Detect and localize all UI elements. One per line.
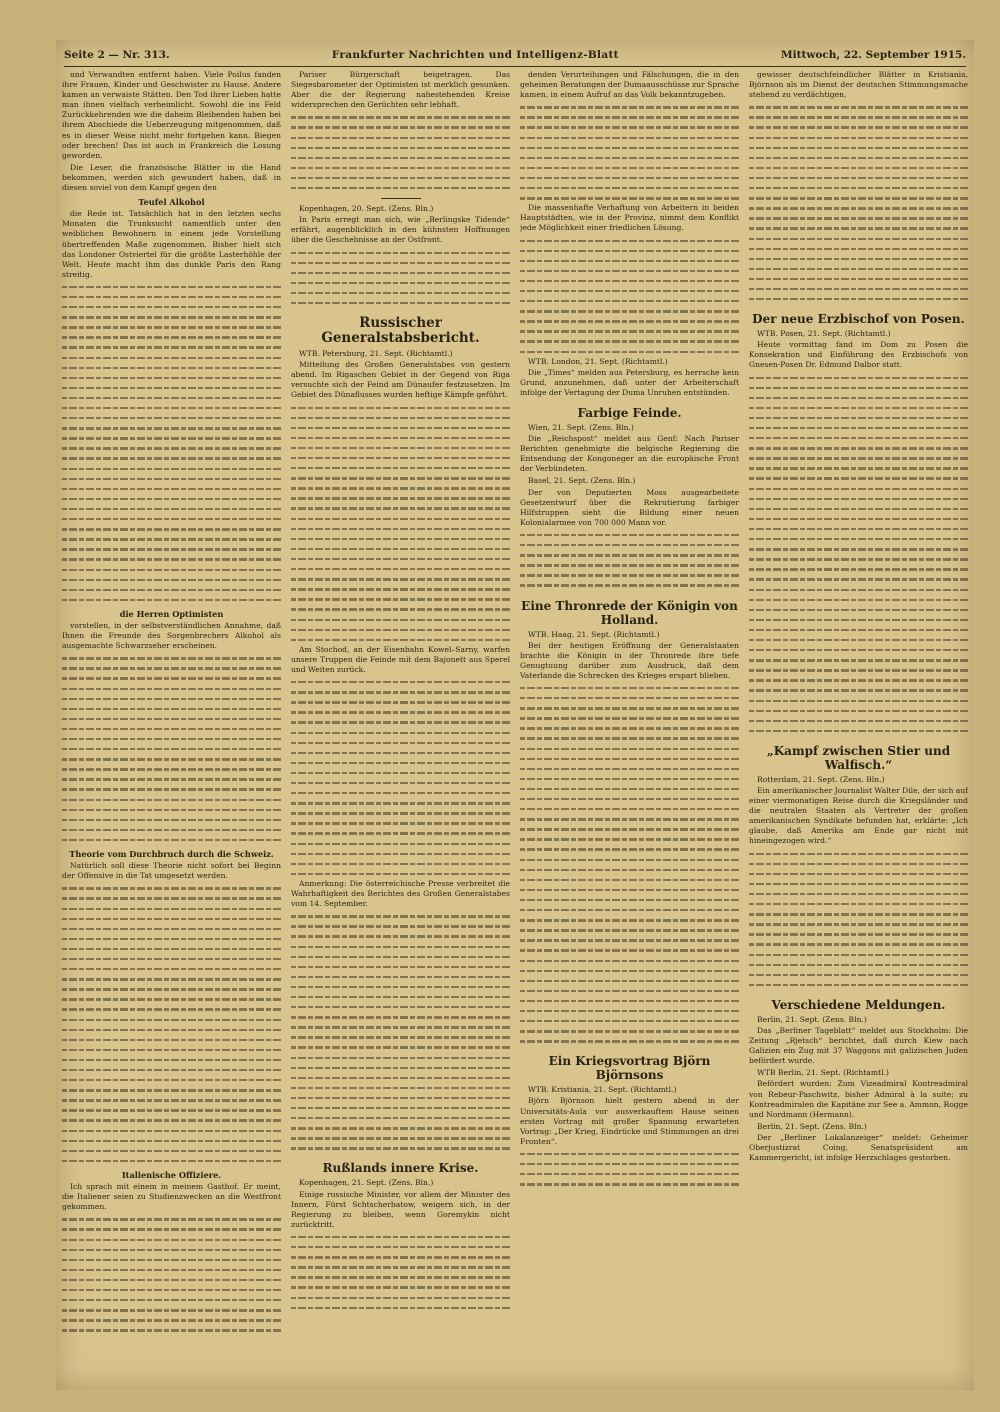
column-2 xyxy=(291,70,510,1386)
article-heading: Der neue Erzbischof von Posen. xyxy=(752,312,965,327)
illegible-text-block xyxy=(291,403,510,645)
columns xyxy=(62,70,968,1386)
paragraph: Ich sprach mit einem in meinem Gasthof. Er meint, die Italiener seien zu Studienzwecken an die Westfront gekommen. xyxy=(62,1182,281,1212)
paragraph: denden Verurteilungen und Fälschungen, die in den geheimen Beratungen der Dumaausschüsse zur Sprache kamen, in einem Aufruf an das Volk bekanntzugeben. xyxy=(520,70,739,100)
paragraph: Björn Björnson hielt gestern abend in der Universitäts-Aula vor ausverkauftem Hause seinen ersten Vortrag mit großer Spannung erwarteten Vortrag: „Der Krieg, Eindrücke und Stimmungen an drei Fronten“. xyxy=(520,1096,739,1146)
paragraph: Die „Reichspost“ meldet aus Genf: Nach Pariser Berichten genehmigte die belgische Regierung die Entsendung der Kongoneger an die europäische Front der Verbündeten. xyxy=(520,434,739,474)
paragraph: Einige russische Minister, vor allem der Minister des Innern, Fürst Schtscherbatow, weigern sich, in der Regierung zu bleiben, wenn Goremykin nicht zurücktritt. xyxy=(291,1189,510,1229)
dateline: WTB. Haag, 21. Sept. (Richtamtl.) xyxy=(528,629,660,639)
illegible-text-block xyxy=(520,683,739,1046)
paragraph: Die „Times“ melden aus Petersburg, es herrsche kein Grund, anzunehmen, daß unter der Arbeiterschaft infolge der Vertagung der Duma Unruhen entstünden. xyxy=(520,367,739,397)
paragraph: Anmerkung: Die österreichische Presse verbreitet die Wahrhaftigkeit des Berichtes des Großen Generalstabes vom 14. September. xyxy=(291,878,510,909)
illegible-text-block xyxy=(520,530,739,591)
newspaper-page xyxy=(56,40,974,1390)
paragraph: Befördert wurden: Zum Vizeadmiral Kontreadmiral von Rebeur-Paschwitz, bisher Admiral à la suite; zu Kontreadmiralen die Kapitäne zur See a. Ammon, Rogge und Nordmann (Hermann). xyxy=(749,1079,968,1119)
article-heading: Farbige Feinde. xyxy=(577,406,682,420)
paragraph: Am Stochod, an der Eisenbahn Kowel–Sarny, warfen unsere Truppen die Feinde mit dem Bajonett aus Sperel und Weiten zurück. xyxy=(291,644,510,674)
paragraph: Die Leser, die französische Blätter in die Hand bekommen, werden sich gewundert haben, daß in diesen soviel von dem Kampf gegen den xyxy=(62,162,281,193)
illegible-text-block xyxy=(62,1214,281,1335)
dateline: Rotterdam, 21. Sept. (Zens. Bln.) xyxy=(757,774,885,784)
subheading: Theorie vom Durchbruch durch die Schweiz. xyxy=(69,849,274,860)
paragraph: gewisser deutschfeindlicher Blätter in Kristiania, Björnson als im Dienst der deutschen Stimmungsmache stehend zu verdächtigen. xyxy=(749,70,968,100)
paragraph: Der „Berliner Lokalanzeiger“ meldet: Geheimer Oberjustizrat Coing, Senatspräsident am Kammergericht, ist infolge Herzschlages gestorben. xyxy=(749,1132,968,1163)
divider xyxy=(381,198,421,199)
column-4 xyxy=(749,70,968,1386)
paragraph: Natürlich soll diese Theorie nicht sofort bei Beginn der Offensive in die Tat umgesetzt werden. xyxy=(62,861,281,881)
illegible-text-block xyxy=(62,282,281,605)
illegible-text-block xyxy=(749,373,968,736)
article-heading: Verschiedene Meldungen. xyxy=(771,997,946,1012)
paragraph: Pariser Bürgerschaft beigetragen. Das Siegesbarometer der Optimisten ist merklich gesunken. Aber die der Regierung nahestehenden Kreise widersprechen den Gerüchten sehr lebhaft. xyxy=(291,70,510,110)
illegible-text-block xyxy=(62,883,281,1166)
paragraph: Ein amerikanischer Journalist Walter Dile, der sich auf einer viermonatigen Reise durch die Kriegsländer und die neutralen Staaten als Vertreter der großen amerikanischen Syndikate befunden hat, erklärte: „Ich glaube, daß Amerika am Ende gar nicht mit hineingezogen wird.“ xyxy=(749,786,968,846)
masthead xyxy=(64,44,966,67)
dateline: Berlin, 21. Sept. (Zens. Bln.) xyxy=(757,1121,867,1131)
paragraph: Der von Deputierten Moss ausgearbeitete Gesetzentwurf über die Rekrutierung farbiger Hilfstruppen sieht die Bildung einer neuen Kolonialarmee von 700 000 Mann vor. xyxy=(520,487,739,527)
dateline: WTB. Kristiania, 21. Sept. (Richtamtl.) xyxy=(528,1085,677,1095)
dateline: Berlin, 21. Sept. (Zens. Bln.) xyxy=(757,1014,867,1024)
dateline: WTB. London, 21. Sept. (Richtamtl.) xyxy=(528,356,668,366)
dateline: WTB. Petersburg, 21. Sept. (Richtamtl.) xyxy=(299,349,453,359)
article-heading: Rußlands innere Krise. xyxy=(322,1161,479,1176)
illegible-text-block xyxy=(520,1149,739,1189)
illegible-text-block xyxy=(520,236,739,357)
dateline: Basel, 21. Sept. (Zens. Bln.) xyxy=(528,476,636,486)
paragraph: die Rede ist. Tatsächlich hat in den letzten sechs Monaten die Trunksucht namentlich unter den weiblichen Bewohnern in einem jede Vorstellung übertreffenden Maße zugenommen. Bisher hielt sich das Londoner Ostviertel für die größte Lasterhöhle der Welt. Heute macht ihm das dunkle Paris den Rang streitig. xyxy=(62,209,281,279)
article-heading: „Kampf zwischen Stier und Walfisch.“ xyxy=(766,743,951,772)
paragraph: Bei der heutigen Eröffnung der Generalstaaten brachte die Königin in der Thronrede ihre tiefe Genugtuung darüber zum Ausdruck, daß dem Vaterlande die Schrecken des Krieges erspart blieben. xyxy=(520,640,739,680)
dateline: WTB. Posen, 21. Sept. (Richtamtl.) xyxy=(757,329,891,339)
illegible-text-block xyxy=(749,849,968,990)
paragraph: Mitteilung des Großen Generalstabes von gestern abend. Im Rigaschen Gebiet in der Gegend von Riga versuchte sich der Feind am Dünaufer festzusetzen. Im Gebiet des Dünaflusses wurden heftige Kämpfe geführt. xyxy=(291,360,510,400)
illegible-text-block xyxy=(291,248,510,309)
illegible-text-block xyxy=(291,911,510,1153)
subheading: Italienische Offiziere. xyxy=(121,1169,222,1180)
subheading: Teufel Alkohol xyxy=(138,197,205,208)
illegible-text-block xyxy=(291,112,510,193)
dateline: WTB Berlin, 21. Sept. (Richtamtl.) xyxy=(757,1068,889,1078)
column-1 xyxy=(62,70,281,1386)
paragraph: und Verwandten entfernt haben. Viele Poilus fanden ihre Frauen, Kinder und Geschwister zu Hause. Andere kamen an verwaiste Stätten. Den Tod ihrer Lieben hatte man ihnen vielfach verheimlicht. Sowohl die ins Feld Zurückkehrenden wie die daheim Bleibenden haben bei ihrem Abschiede die Ueberzeugung mitgenommen, daß es in dieser Weise nicht mehr fortgehen kann. Biegen oder brechen! Das ist auch in Frankreich die Losung geworden. xyxy=(62,70,281,160)
dateline: Wien, 21. Sept. (Zens. Bln.) xyxy=(528,423,634,432)
page-number: Seite 2 — Nr. 313. xyxy=(64,49,170,61)
dateline: Kopenhagen, 21. Sept. (Zens. Bln.) xyxy=(299,1178,434,1188)
illegible-text-block xyxy=(291,677,510,879)
newspaper-title: Frankfurter Nachrichten und Intelligenz-Blatt xyxy=(331,49,619,61)
subheading: die Herren Optimisten xyxy=(119,608,224,619)
column-3 xyxy=(520,70,739,1386)
paragraph: Die massenhafte Verhaftung von Arbeitern in beiden Hauptstädten, wie in der Provinz, nimmt dem Konflikt jede Möglichkeit einer friedlichen Lösung. xyxy=(520,203,739,233)
paragraph: vorstellen, in der selbstverständlichen Annahme, daß Ihnen die Freunde des Sorgenbrechers Alkohol als ausgemachte Schwarzseher erscheinen. xyxy=(62,620,281,651)
illegible-text-block xyxy=(291,1232,510,1313)
dateline: Kopenhagen, 20. Sept. (Zens. Bln.) xyxy=(299,204,434,214)
illegible-text-block xyxy=(520,102,739,203)
illegible-text-block xyxy=(62,653,281,845)
article-heading: Ein Kriegsvortrag Björn Björnsons xyxy=(548,1054,711,1083)
paragraph: Das „Berliner Tageblatt“ meldet aus Stockholm: Die Zeitung „Rjetsch“ berichtet, daß durch Kiew nach Galizien ein Zug mit 37 Waggons mit galizischen Juden befördert wurde. xyxy=(749,1025,968,1066)
paragraph: Heute vormittag fand im Dom zu Posen die Konsekration und Einführung des Erzbischofs von Gnesen-Posen Dr. Edmund Dalbor statt. xyxy=(749,340,968,370)
issue-date: Mittwoch, 22. September 1915. xyxy=(781,49,966,61)
article-heading: Eine Thronrede der Königin von Holland. xyxy=(521,598,738,627)
article-heading: Russischer Generalstabsbericht. xyxy=(321,315,480,347)
illegible-text-block xyxy=(749,102,968,304)
paragraph: In Paris erregt man sich, wie „Berlingske Tidende“ erfährt, augenblicklich in den kühnsten Hoffnungen über die Geschehnisse an der Ostfront. xyxy=(291,215,510,245)
